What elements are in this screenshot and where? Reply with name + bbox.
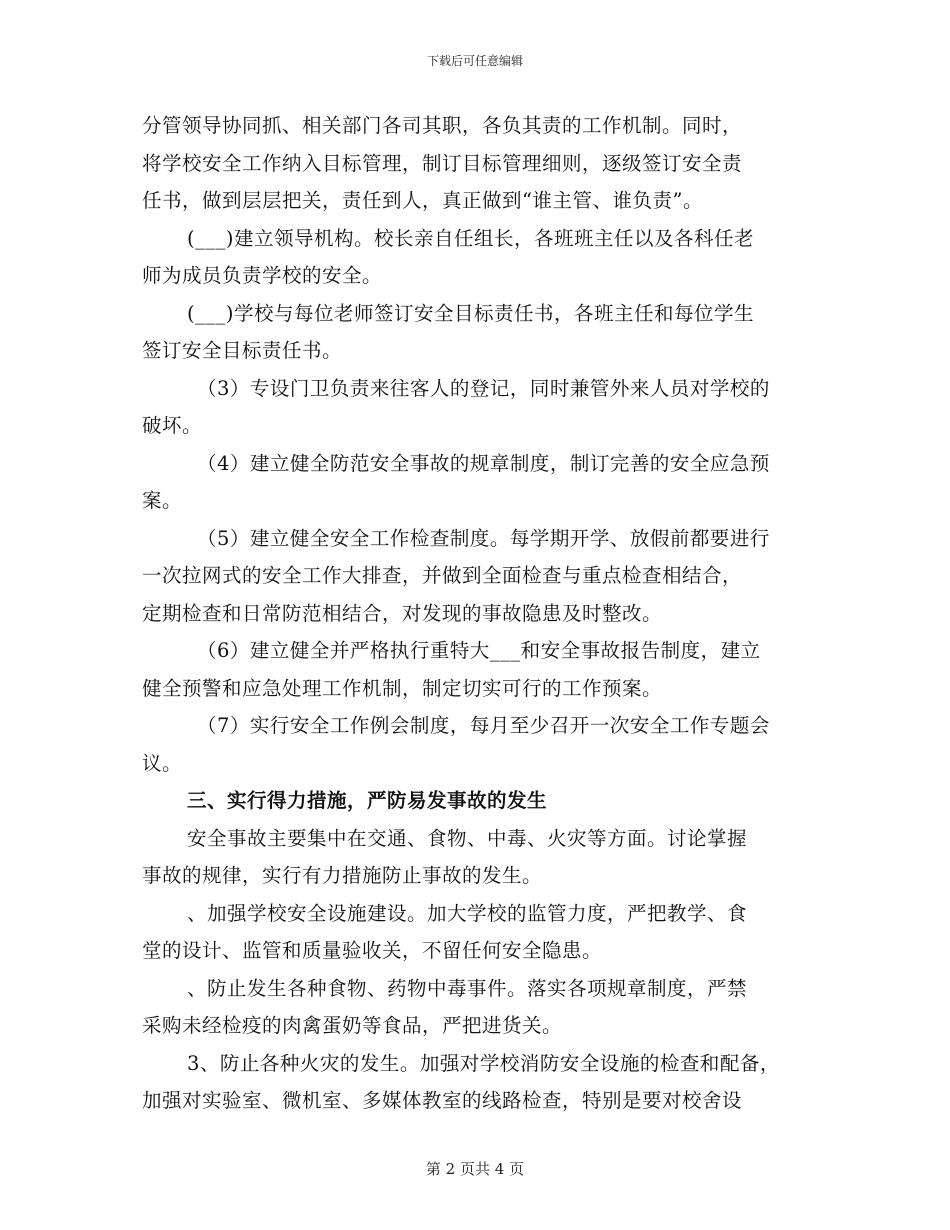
text-line: （6）建立健全并严格执行重特大___和安全事故报告制度，建立 (197, 639, 761, 662)
text-line: (___)学校与每位老师签订安全目标责任书，各班主任和每位学生 (187, 301, 754, 325)
text-line: 加强对实验室、微机室、多媒体教室的线路检查，特别是要对校舍设 (142, 1089, 743, 1112)
text-line: （5）建立健全安全工作检查制度。每学期开学、放假前都要进行 (197, 526, 770, 550)
text-line: (___)建立领导机构。校长亲自任组长，各班班主任以及各科任老 (187, 226, 754, 250)
text-line: 分管领导协同抓、相关部门各司其职，各负其责的工作机制。同时， (142, 114, 743, 137)
text-line: 健全预警和应急处理工作机制，制定切实可行的工作预案。 (142, 676, 663, 700)
text-line: 采购未经检疫的肉禽蛋奶等食品，严把进货关。 (142, 1014, 563, 1037)
text-line: 堂的设计、监管和质量验收关，不留任何安全隐患。 (142, 939, 603, 962)
text-line: 、防止发生各种食物、药物中毒事件。落实各项规章制度，严禁 (187, 976, 748, 1000)
text-line: 签订安全目标责任书。 (142, 339, 343, 362)
page-header: 下载后可任意编辑 (426, 54, 523, 68)
text-line: （7）实行安全工作例会制度，每月至少召开一次安全工作专题会 (197, 714, 770, 737)
text-line: 任书，做到层层把关，责任到人，真正做到“谁主管、谁负责”。 (142, 189, 703, 212)
text-line: （3）专设门卫负责来往客人的登记，同时兼管外来人员对学校的 (197, 376, 770, 400)
text-line: 定期检查和日常防范相结合，对发现的事故隐患及时整改。 (142, 601, 663, 625)
text-line: 3、防止各种火灾的发生。加强对学校消防安全设施的检查和配备， (187, 1051, 780, 1075)
text-line: 事故的规律，实行有力措施防止事故的发生。 (142, 864, 543, 887)
text-line: 安全事故主要集中在交通、食物、中毒、火灾等方面。讨论掌握 (187, 826, 748, 850)
text-line: 案。 (142, 489, 183, 512)
text-line: 破坏。 (142, 414, 203, 437)
text-line: 、加强学校安全设施建设。加大学校的监管力度，严把教学、食 (187, 901, 748, 925)
text-line: 议。 (142, 751, 183, 775)
text-line: 将学校安全工作纳入目标管理，制订目标管理细则，逐级签订安全责 (142, 151, 743, 175)
document-body (142, 107, 822, 1120)
text-line: 师为成员负责学校的安全。 (142, 264, 383, 287)
text-line: 一次拉网式的安全工作大排查，并做到全面检查与重点检查相结合， (142, 564, 743, 587)
page-footer: 第 2 页共 4 页 (425, 1160, 525, 1178)
text-line: （4）建立健全防范安全事故的规章制度，制订完善的安全应急预 (197, 451, 770, 475)
section-heading: 三、实行得力措施，严防易发事故的发生 (187, 789, 548, 812)
